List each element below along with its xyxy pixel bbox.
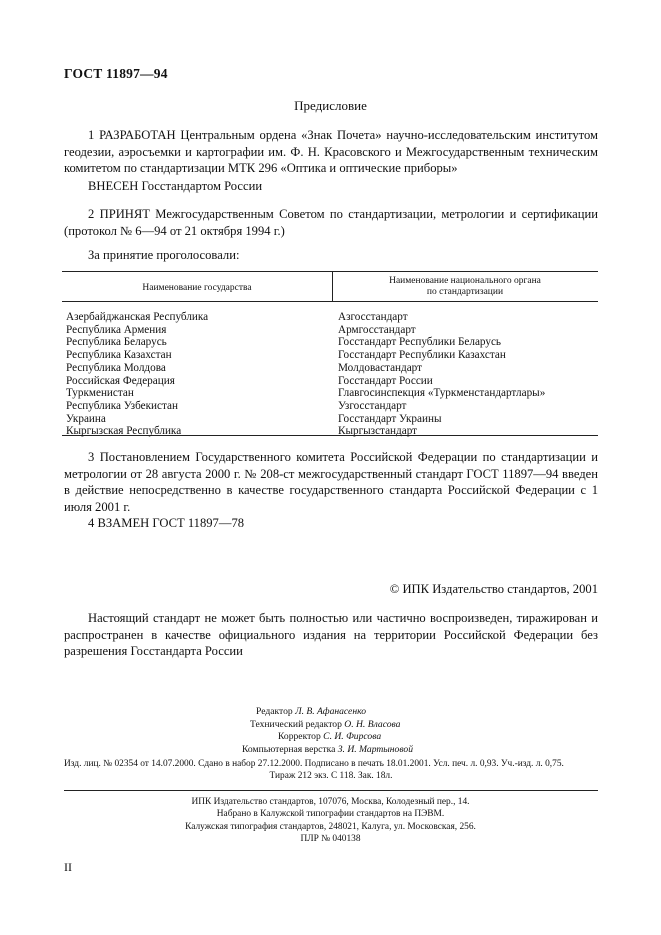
credit-tech-editor [250,719,400,732]
table-header-body [332,276,598,298]
credit-editor [256,706,366,719]
table-cell-state: Республика Беларусь [66,336,167,349]
table-cell-body: Главгосинспекция «Туркменстандартлары» [338,387,546,400]
credit-proofreader [278,731,381,744]
table-cell-body: Армгосстандарт [338,323,416,336]
table-cell-state: Республика Узбекистан [66,399,178,412]
publisher-info [0,796,661,846]
imprint-line-1: Изд. лиц. № 02354 от 14.07.2000. Сдано в набор 27.12.2000. Подписано в печать 18.01.2001. Усл. печ. л. 0,93. Уч.-изд. л. 0,75. [64,759,564,769]
imprint-line-2: Тираж 212 экз. С 118. Зак. 18л. [269,771,393,781]
credit-proofreader-name: С. И. Фирсова [323,731,382,742]
publisher-line-1: ИПК Издательство стандартов, 107076, Москва, Колодезный пер., 14. [191,797,470,807]
table-cell-body: Госстандарт России [338,374,433,387]
foreword-paragraph-adopted: 2 ПРИНЯТ Межгосударственным Советом по стандартизации, метрологии и сертификации (протокол № 6—94 от 21 октября 1994 г.) [64,207,598,238]
credit-tech-editor-name: О. Н. Власова [344,718,401,730]
table-cell-body: Госстандарт Украины [338,412,442,425]
credit-editor-name: Л. В. Афанасенко [295,706,366,717]
credit-tech-editor-label: Технический редактор [250,718,342,730]
credit-layout-label: Компьютерная верстка [242,743,336,755]
table-top-rule [62,271,598,272]
credit-editor-label: Редактор [256,706,293,717]
table-cell-state: Туркменистан [66,387,134,400]
table-header-body-line1: Наименование национального органа [389,276,541,286]
table-cell-body: Кыргызстандарт [338,425,418,438]
table-cell-state: Республика Армения [66,323,167,336]
credit-layout-name: З. И. Мартыновой [337,743,413,755]
credit-layout [242,744,413,757]
table-bottom-rule [62,435,598,436]
imprint-divider [64,790,598,791]
credit-proofreader-label: Корректор [278,731,321,742]
publisher-line-2: Набрано в Калужской типографии стандартов на ПЭВМ. [216,809,445,820]
foreword-paragraph-replaces: 4 ВЗАМЕН ГОСТ 11897—78 [88,516,245,530]
table-cell-body: Молдовастандарт [338,361,423,374]
foreword-paragraph-introduced: ВНЕСЕН Госстандартом России [88,179,263,193]
foreword-paragraph-enacted: 3 Постановлением Государственного комитета Российской Федерации по стандартизации и метрологии от 28 августа 2000 г. № 208-ст межгосударственный стандарт ГОСТ 11897—94 введен в действие непосредственно в качестве государственного стандарта Российской Федерации с 1 июля 2001 г. [64,450,598,514]
foreword-paragraph-developed: 1 РАЗРАБОТАН Центральным ордена «Знак Почета» научно-исследовательским институтом геодезии, аэросъемки и картографии им. Ф. Н. Красовского и Межгосударственным техническим комитетом по стандартизации МТК 296 «Оптика и оптические приборы» [64,128,598,175]
table-cell-state: Республика Казахстан [66,349,172,362]
table-cell-state: Азербайджанская Республика [66,311,209,323]
publisher-line-3: Калужская типография стандартов, 248021, Калуга, ул. Московская, 256. [185,821,476,832]
vote-table [62,271,598,438]
table-cell-body: Азгосстандарт [338,311,408,323]
foreword-title: Предисловие [294,98,367,113]
table-column-states [66,311,208,438]
table-cell-state: Российская Федерация [66,374,175,387]
table-cell-body: Госстандарт Республики Беларусь [338,336,502,349]
publisher-line-4: ПЛР № 040138 [300,834,361,845]
table-cell-state: Республика Молдова [66,361,166,374]
print-imprint [64,758,598,782]
standard-code: ГОСТ 11897—94 [64,66,168,81]
table-header-state: Наименование государства [142,283,252,293]
table-column-bodies [338,311,545,438]
reproduction-notice: Настоящий стандарт не может быть полностью или частично воспроизведен, тиражирован и распространен в качестве официального издания на территории Российской Федерации без разрешения Госстандарта России [64,611,598,658]
table-cell-body: Госстандарт Республики Казахстан [338,349,506,362]
table-header-body-line2: по стандартизации [426,287,504,297]
page-number: II [64,860,72,874]
table-cell-state: Кыргызская Республика [66,425,182,438]
foreword-paragraph-voted: За принятие проголосовали: [88,248,240,262]
table-header-rule [62,301,598,302]
table-cell-body: Узгосстандарт [338,399,407,412]
copyright-line: © ИПК Издательство стандартов, 2001 [389,582,598,596]
table-cell-state: Украина [66,412,106,425]
